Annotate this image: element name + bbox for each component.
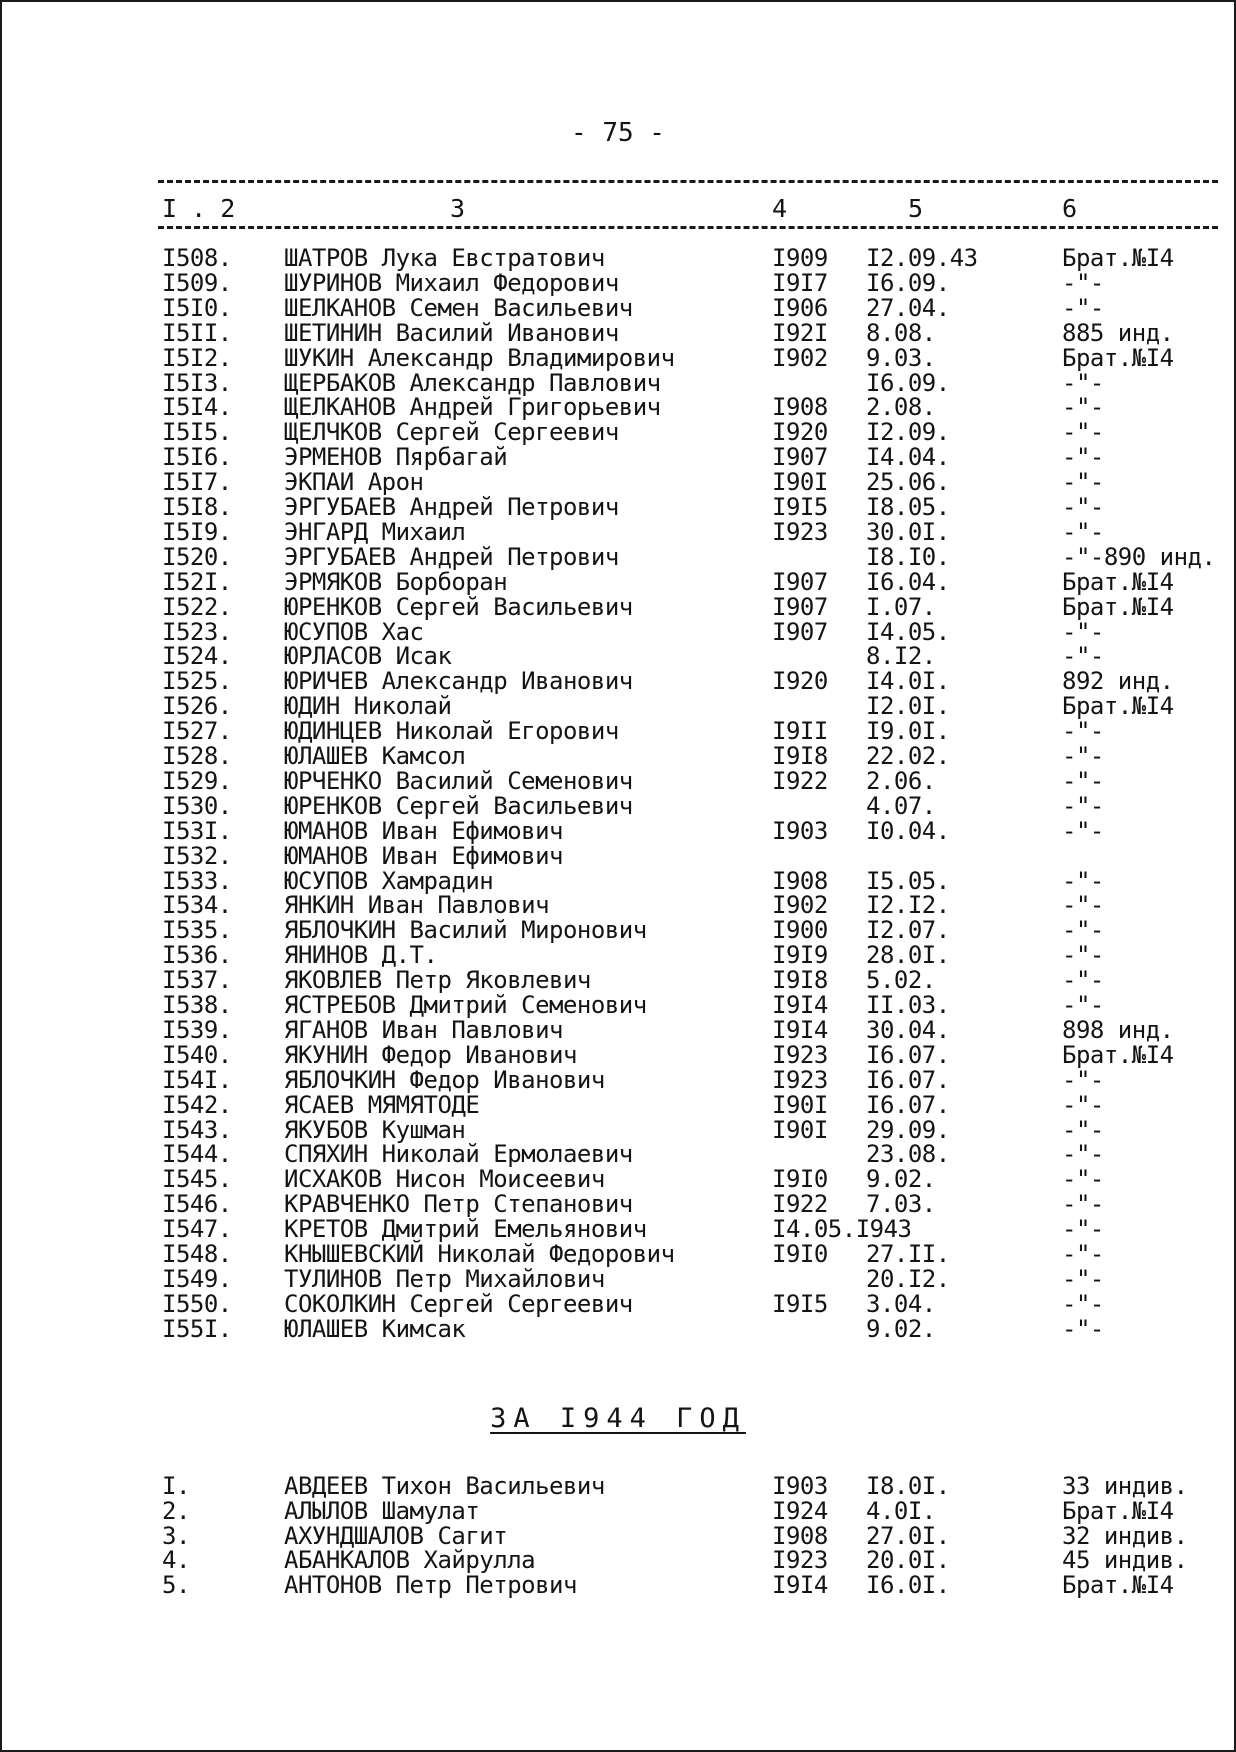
burial-place: -"- xyxy=(1062,791,1104,820)
entry-number: I537. xyxy=(162,966,232,995)
death-date: I9.0I. xyxy=(866,717,950,746)
person-name: ЮСУПОВ Хас xyxy=(284,617,424,646)
death-date: 2.08. xyxy=(866,393,936,422)
birth-year: I923 xyxy=(772,517,828,546)
death-date: I2.I2. xyxy=(866,891,950,920)
person-name: АХУНДШАЛОВ Сагит xyxy=(284,1521,508,1550)
burial-place: 892 инд. xyxy=(1062,667,1174,696)
person-name: ЯКУНИН Федор Иванович xyxy=(284,1040,577,1069)
birth-year: I923 xyxy=(772,1040,828,1069)
person-name: ЭРГУБАЕВ Андрей Петрович xyxy=(284,542,619,571)
column-header-5: 5 xyxy=(908,194,923,223)
register-row xyxy=(0,719,1236,744)
death-date: I2.09.43 xyxy=(866,244,978,272)
person-name: ЯБЛОЧКИН Федор Иванович xyxy=(284,1065,605,1094)
register-row xyxy=(0,816,1236,845)
death-date: 9.02. xyxy=(866,1314,936,1343)
burial-place: -"-890 инд. xyxy=(1062,542,1216,571)
register-row xyxy=(0,1496,1236,1525)
birth-year: I9II xyxy=(772,717,828,746)
person-name: ЮРЕНКОВ Сергей Васильевич xyxy=(284,791,633,820)
death-date: II.03. xyxy=(866,991,950,1019)
person-name: ЮРИЧЕВ Александр Иванович xyxy=(284,667,633,696)
register-row xyxy=(0,1142,1236,1167)
birth-year: I902 xyxy=(772,343,828,372)
entry-number: I547. xyxy=(162,1215,232,1244)
entry-number: 5. xyxy=(162,1571,190,1600)
birth-year: I9I4 xyxy=(772,1015,828,1044)
death-date: 2.06. xyxy=(866,766,936,795)
entry-number: I5I0. xyxy=(162,293,232,322)
burial-place: -"- xyxy=(1062,1065,1104,1094)
register-row xyxy=(0,791,1236,820)
burial-place: -"- xyxy=(1062,766,1104,795)
register-row xyxy=(0,841,1236,870)
person-name: ИСХАКОВ Нисон Моисеевич xyxy=(284,1165,605,1194)
person-name: ШЕТИНИН Василий Иванович xyxy=(284,318,619,347)
birth-year: I908 xyxy=(772,1521,828,1550)
register-row xyxy=(0,893,1236,918)
entry-number: 2. xyxy=(162,1496,190,1525)
person-name: ШУКИН Александр Владимирович xyxy=(284,343,675,372)
death-date: 23.08. xyxy=(866,1140,950,1169)
entry-number: I52I. xyxy=(162,567,232,596)
register-row xyxy=(0,1167,1236,1192)
death-date: I8.05. xyxy=(866,493,950,521)
burial-place: -"- xyxy=(1062,717,1104,746)
burial-place: Брат.№I4 xyxy=(1062,1571,1174,1600)
death-date: I2.09. xyxy=(866,418,950,447)
person-name: ЭНГАРД Михаил xyxy=(284,517,466,546)
death-date: 27.0I. xyxy=(866,1521,950,1550)
birth-year: I4.05.I943 xyxy=(772,1215,912,1244)
register-row xyxy=(0,1573,1236,1598)
register-row xyxy=(0,542,1236,571)
death-date: 3.04. xyxy=(866,1289,936,1318)
death-date: I4.0I. xyxy=(866,667,950,696)
entry-number: I5I3. xyxy=(162,368,232,397)
register-row xyxy=(0,644,1236,669)
entry-number: I543. xyxy=(162,1115,232,1144)
column-header-4: 4 xyxy=(772,194,787,223)
death-date: 4.0I. xyxy=(866,1496,936,1525)
person-name: ЮЛАШЕВ Камсол xyxy=(284,742,466,770)
person-name: ЮРЛАСОВ Исак xyxy=(284,642,452,671)
death-date: I6.09. xyxy=(866,268,950,297)
person-name: ЩЕРБАКОВ Александр Павлович xyxy=(284,368,661,397)
birth-year: I9I5 xyxy=(772,1289,828,1318)
burial-place: Брат.№I4 xyxy=(1062,244,1174,272)
burial-place: -"- xyxy=(1062,941,1104,970)
register-row xyxy=(0,368,1236,397)
section-title-1944 xyxy=(0,1403,1236,1434)
burial-place: -"- xyxy=(1062,517,1104,546)
person-name: АБАНКАЛОВ Хайрулла xyxy=(284,1546,536,1575)
death-date: I.07. xyxy=(866,592,936,621)
entry-number: I544. xyxy=(162,1140,232,1169)
death-date: 28.0I. xyxy=(866,941,950,970)
entry-number: I545. xyxy=(162,1165,232,1194)
person-name: ЯБЛОЧКИН Василий Миронович xyxy=(284,916,647,945)
burial-place: 898 инд. xyxy=(1062,1015,1174,1044)
register-row xyxy=(0,1090,1236,1119)
birth-year: I907 xyxy=(772,617,828,646)
death-date: 25.06. xyxy=(866,468,950,497)
register-row xyxy=(0,395,1236,420)
burial-place: -"- xyxy=(1062,493,1104,521)
register-row xyxy=(0,1521,1236,1550)
entry-number: I532. xyxy=(162,841,232,870)
register-row xyxy=(0,744,1236,769)
register-row xyxy=(0,420,1236,445)
person-name: ЯКОВЛЕВ Петр Яковлевич xyxy=(284,966,591,995)
register-row xyxy=(0,517,1236,546)
death-date: 27.04. xyxy=(866,293,950,322)
entry-number: I523. xyxy=(162,617,232,646)
entry-number: 3. xyxy=(162,1521,190,1550)
death-date: 7.03. xyxy=(866,1190,936,1219)
birth-year: I908 xyxy=(772,393,828,422)
birth-year: I924 xyxy=(772,1496,828,1525)
death-date: 29.09. xyxy=(866,1115,950,1144)
birth-year: I9I9 xyxy=(772,941,828,970)
person-name: КРЕТОВ Дмитрий Емельянович xyxy=(284,1215,647,1244)
birth-year: I922 xyxy=(772,1190,828,1219)
birth-year: I9I8 xyxy=(772,742,828,770)
register-row xyxy=(0,318,1236,347)
register-row xyxy=(0,694,1236,719)
death-date: I6.0I. xyxy=(866,1571,950,1600)
register-row xyxy=(0,1289,1236,1318)
register-row xyxy=(0,766,1236,795)
death-date: I6.07. xyxy=(866,1090,950,1119)
register-row xyxy=(0,445,1236,470)
register-row xyxy=(0,343,1236,372)
death-date: I8.0I. xyxy=(866,1472,950,1500)
death-date: I4.05. xyxy=(866,617,950,646)
register-row xyxy=(0,866,1236,895)
death-date: 27.II. xyxy=(866,1240,950,1268)
burial-place: -"- xyxy=(1062,393,1104,422)
entry-number: I53I. xyxy=(162,816,232,845)
death-date: I4.04. xyxy=(866,443,950,472)
burial-place: -"- xyxy=(1062,1314,1104,1343)
entry-number: I528. xyxy=(162,742,232,770)
entry-number: I550. xyxy=(162,1289,232,1318)
person-name: ТУЛИНОВ Петр Михайлович xyxy=(284,1264,605,1293)
register-row xyxy=(0,993,1236,1018)
entry-number: I522. xyxy=(162,592,232,621)
entry-number: I536. xyxy=(162,941,232,970)
death-date: 30.04. xyxy=(866,1015,950,1044)
person-name: ЩЕЛКАНОВ Андрей Григорьевич xyxy=(284,393,661,422)
entry-number: 4. xyxy=(162,1546,190,1575)
person-name: ЯНКИН Иван Павлович xyxy=(284,891,550,920)
entry-number: I546. xyxy=(162,1190,232,1219)
birth-year: I9I0 xyxy=(772,1240,828,1268)
burial-place: Брат.№I4 xyxy=(1062,1496,1174,1525)
burial-place: 885 инд. xyxy=(1062,318,1174,347)
register-row xyxy=(0,246,1236,271)
entry-number: I539. xyxy=(162,1015,232,1044)
death-date: 20.0I. xyxy=(866,1546,950,1575)
death-date: 8.08. xyxy=(866,318,936,347)
burial-place: -"- xyxy=(1062,866,1104,895)
entry-number: I549. xyxy=(162,1264,232,1293)
register-row xyxy=(0,1217,1236,1242)
header-rule-top xyxy=(158,180,1218,183)
burial-place: -"- xyxy=(1062,1289,1104,1318)
burial-place: -"- xyxy=(1062,293,1104,322)
burial-place: -"- xyxy=(1062,642,1104,671)
death-date: I2.0I. xyxy=(866,692,950,721)
entry-number: I509. xyxy=(162,268,232,297)
burial-place: -"- xyxy=(1062,1215,1104,1244)
burial-place: -"- xyxy=(1062,1240,1104,1268)
birth-year: I9I7 xyxy=(772,268,828,297)
register-row xyxy=(0,592,1236,621)
birth-year: I90I xyxy=(772,1090,828,1119)
entry-number: I5I4. xyxy=(162,393,232,422)
person-name: ЮЛАШЕВ Кимсак xyxy=(284,1314,466,1343)
header-rule-bottom xyxy=(158,226,1218,229)
person-name: ЯГАНОВ Иван Павлович xyxy=(284,1015,563,1044)
entry-number: I508. xyxy=(162,244,232,272)
person-name: ЮМАНОВ Иван Ефимович xyxy=(284,841,563,870)
person-name: ЮСУПОВ Хамрадин xyxy=(284,866,494,895)
birth-year: I90I xyxy=(772,468,828,497)
birth-year: I902 xyxy=(772,891,828,920)
person-name: СПЯХИН Николай Ермолаевич xyxy=(284,1140,633,1169)
burial-place: Брат.№I4 xyxy=(1062,343,1174,372)
burial-place: 33 индив. xyxy=(1062,1472,1188,1500)
person-name: ЮМАНОВ Иван Ефимович xyxy=(284,816,563,845)
person-name: КРАВЧЕНКО Петр Степанович xyxy=(284,1190,633,1219)
birth-year: I922 xyxy=(772,766,828,795)
death-date: 9.03. xyxy=(866,343,936,372)
burial-place: 32 индив. xyxy=(1062,1521,1188,1550)
birth-year: I90I xyxy=(772,1115,828,1144)
death-date: I0.04. xyxy=(866,816,950,845)
person-name: ШУРИНОВ Михаил Федорович xyxy=(284,268,619,297)
death-date: 9.02. xyxy=(866,1165,936,1194)
register-row xyxy=(0,1192,1236,1217)
death-date: 22.02. xyxy=(866,742,950,770)
entry-number: I. xyxy=(162,1472,190,1500)
birth-year: I909 xyxy=(772,244,828,272)
entry-number: I540. xyxy=(162,1040,232,1069)
register-row xyxy=(0,1015,1236,1044)
death-date: I6.07. xyxy=(866,1040,950,1069)
register-row xyxy=(0,1548,1236,1573)
page-number: - 75 - xyxy=(571,118,665,148)
birth-year: I9I5 xyxy=(772,493,828,521)
death-date: 20.I2. xyxy=(866,1264,950,1293)
birth-year: I900 xyxy=(772,916,828,945)
column-header-1-2: I . 2 xyxy=(162,194,235,223)
birth-year: I903 xyxy=(772,816,828,845)
burial-place: -"- xyxy=(1062,891,1104,920)
burial-place: -"- xyxy=(1062,1090,1104,1119)
birth-year: I9I4 xyxy=(772,1571,828,1600)
burial-place: -"- xyxy=(1062,1140,1104,1169)
burial-place: -"- xyxy=(1062,742,1104,770)
burial-place: -"- xyxy=(1062,268,1104,297)
entry-number: I520. xyxy=(162,542,232,571)
person-name: ЩЕЛЧКОВ Сергей Сергеевич xyxy=(284,418,619,447)
death-date: I6.04. xyxy=(866,567,950,596)
person-name: ЯСТРЕБОВ Дмитрий Семенович xyxy=(284,991,647,1019)
register-row xyxy=(0,470,1236,495)
column-header-6: 6 xyxy=(1062,194,1077,223)
entry-number: I5I9. xyxy=(162,517,232,546)
person-name: ШЕЛКАНОВ Семен Васильевич xyxy=(284,293,633,322)
entry-number: I535. xyxy=(162,916,232,945)
register-row xyxy=(0,495,1236,520)
person-name: ЭРМЕНОВ Пярбагай xyxy=(284,443,508,472)
register-row xyxy=(0,567,1236,596)
burial-place: -"- xyxy=(1062,816,1104,845)
entry-number: I55I. xyxy=(162,1314,232,1343)
person-name: ЯСАЕВ МЯМЯТОДЕ xyxy=(284,1090,480,1119)
entry-number: I5I5. xyxy=(162,418,232,447)
person-name: КНЫШЕВСКИЙ Николай Федорович xyxy=(284,1240,675,1268)
register-row xyxy=(0,617,1236,646)
person-name: ЭКПАИ Арон xyxy=(284,468,424,497)
burial-place: Брат.№I4 xyxy=(1062,1040,1174,1069)
birth-year: I9I0 xyxy=(772,1165,828,1194)
death-date: 8.I2. xyxy=(866,642,936,671)
burial-place: -"- xyxy=(1062,443,1104,472)
entry-number: I538. xyxy=(162,991,232,1019)
register-row xyxy=(0,943,1236,968)
birth-year: I908 xyxy=(772,866,828,895)
burial-place: -"- xyxy=(1062,1115,1104,1144)
burial-place: -"- xyxy=(1062,1165,1104,1194)
register-row xyxy=(0,1474,1236,1499)
register-row xyxy=(0,268,1236,297)
register-row xyxy=(0,1314,1236,1343)
entry-number: I5I7. xyxy=(162,468,232,497)
birth-year: I923 xyxy=(772,1546,828,1575)
person-name: ЭРМЯКОВ Борбоpан xyxy=(284,567,508,596)
column-header-row xyxy=(0,196,1236,221)
burial-place: -"- xyxy=(1062,916,1104,945)
entry-number: I533. xyxy=(162,866,232,895)
entry-number: I529. xyxy=(162,766,232,795)
birth-year: I923 xyxy=(772,1065,828,1094)
person-name: АЛЫЛОВ Шамулат xyxy=(284,1496,480,1525)
death-date: I2.07. xyxy=(866,916,950,945)
entry-number: I54I. xyxy=(162,1065,232,1094)
death-date: I8.I0. xyxy=(866,542,950,571)
birth-year: I907 xyxy=(772,567,828,596)
register-row xyxy=(0,1242,1236,1267)
burial-place: -"- xyxy=(1062,991,1104,1019)
burial-place: -"- xyxy=(1062,468,1104,497)
birth-year: I92I xyxy=(772,318,828,347)
birth-year: I903 xyxy=(772,1472,828,1500)
register-row xyxy=(0,293,1236,322)
burial-place: -"- xyxy=(1062,1264,1104,1293)
burial-place: Брат.№I4 xyxy=(1062,567,1174,596)
burial-place: -"- xyxy=(1062,617,1104,646)
entry-number: I5I2. xyxy=(162,343,232,372)
death-date: I6.09. xyxy=(866,368,950,397)
register-row xyxy=(0,1040,1236,1069)
birth-year: I907 xyxy=(772,443,828,472)
burial-place: 45 индив. xyxy=(1062,1546,1188,1575)
section-title-text: ЗА I944 ГОД xyxy=(490,1403,746,1434)
birth-year: I920 xyxy=(772,667,828,696)
person-name: СОКОЛКИН Сергей Сергеевич xyxy=(284,1289,633,1318)
birth-year: I9I8 xyxy=(772,966,828,995)
person-name: ЯКУБОВ Кушман xyxy=(284,1115,466,1144)
burial-place: -"- xyxy=(1062,966,1104,995)
burial-place: -"- xyxy=(1062,368,1104,397)
register-row xyxy=(0,1115,1236,1144)
entry-number: I5II. xyxy=(162,318,232,347)
entry-number: I542. xyxy=(162,1090,232,1119)
burial-place: Брат.№I4 xyxy=(1062,592,1174,621)
entry-number: I530. xyxy=(162,791,232,820)
register-row xyxy=(0,1264,1236,1293)
entry-number: I525. xyxy=(162,667,232,696)
birth-year: I907 xyxy=(772,592,828,621)
register-row xyxy=(0,968,1236,993)
person-name: ШАТРОВ Лука Евстратович xyxy=(284,244,605,272)
entry-number: I526. xyxy=(162,692,232,721)
entry-number: I5I8. xyxy=(162,493,232,521)
person-name: ЯНИНОВ Д.Т. xyxy=(284,941,438,970)
register-row xyxy=(0,669,1236,694)
burial-place: Брат.№I4 xyxy=(1062,692,1174,721)
register-row xyxy=(0,1065,1236,1094)
person-name: ЭРГУБАЕВ Андрей Петрович xyxy=(284,493,619,521)
entry-number: I534. xyxy=(162,891,232,920)
person-name: ЮДИНЦЕВ Николай Егорович xyxy=(284,717,619,746)
entry-number: I5I6. xyxy=(162,443,232,472)
death-date: 4.07. xyxy=(866,791,936,820)
person-name: ЮДИН Николай xyxy=(284,692,452,721)
register-row xyxy=(0,918,1236,943)
burial-place: -"- xyxy=(1062,418,1104,447)
birth-year: I9I4 xyxy=(772,991,828,1019)
column-header-3: 3 xyxy=(450,194,465,223)
burial-place: -"- xyxy=(1062,1190,1104,1219)
person-name: АВДЕЕВ Тихон Васильевич xyxy=(284,1472,605,1500)
death-date: 30.0I. xyxy=(866,517,950,546)
entry-number: I548. xyxy=(162,1240,232,1268)
person-name: АНТОНОВ Петр Петрович xyxy=(284,1571,577,1600)
birth-year: I920 xyxy=(772,418,828,447)
death-date: 5.02. xyxy=(866,966,936,995)
death-date: I5.05. xyxy=(866,866,950,895)
person-name: ЮРЧЕНКО Василий Семенович xyxy=(284,766,633,795)
entry-number: I524. xyxy=(162,642,232,671)
entry-number: I527. xyxy=(162,717,232,746)
death-date: I6.07. xyxy=(866,1065,950,1094)
person-name: ЮРЕНКОВ Сергей Васильевич xyxy=(284,592,633,621)
birth-year: I906 xyxy=(772,293,828,322)
